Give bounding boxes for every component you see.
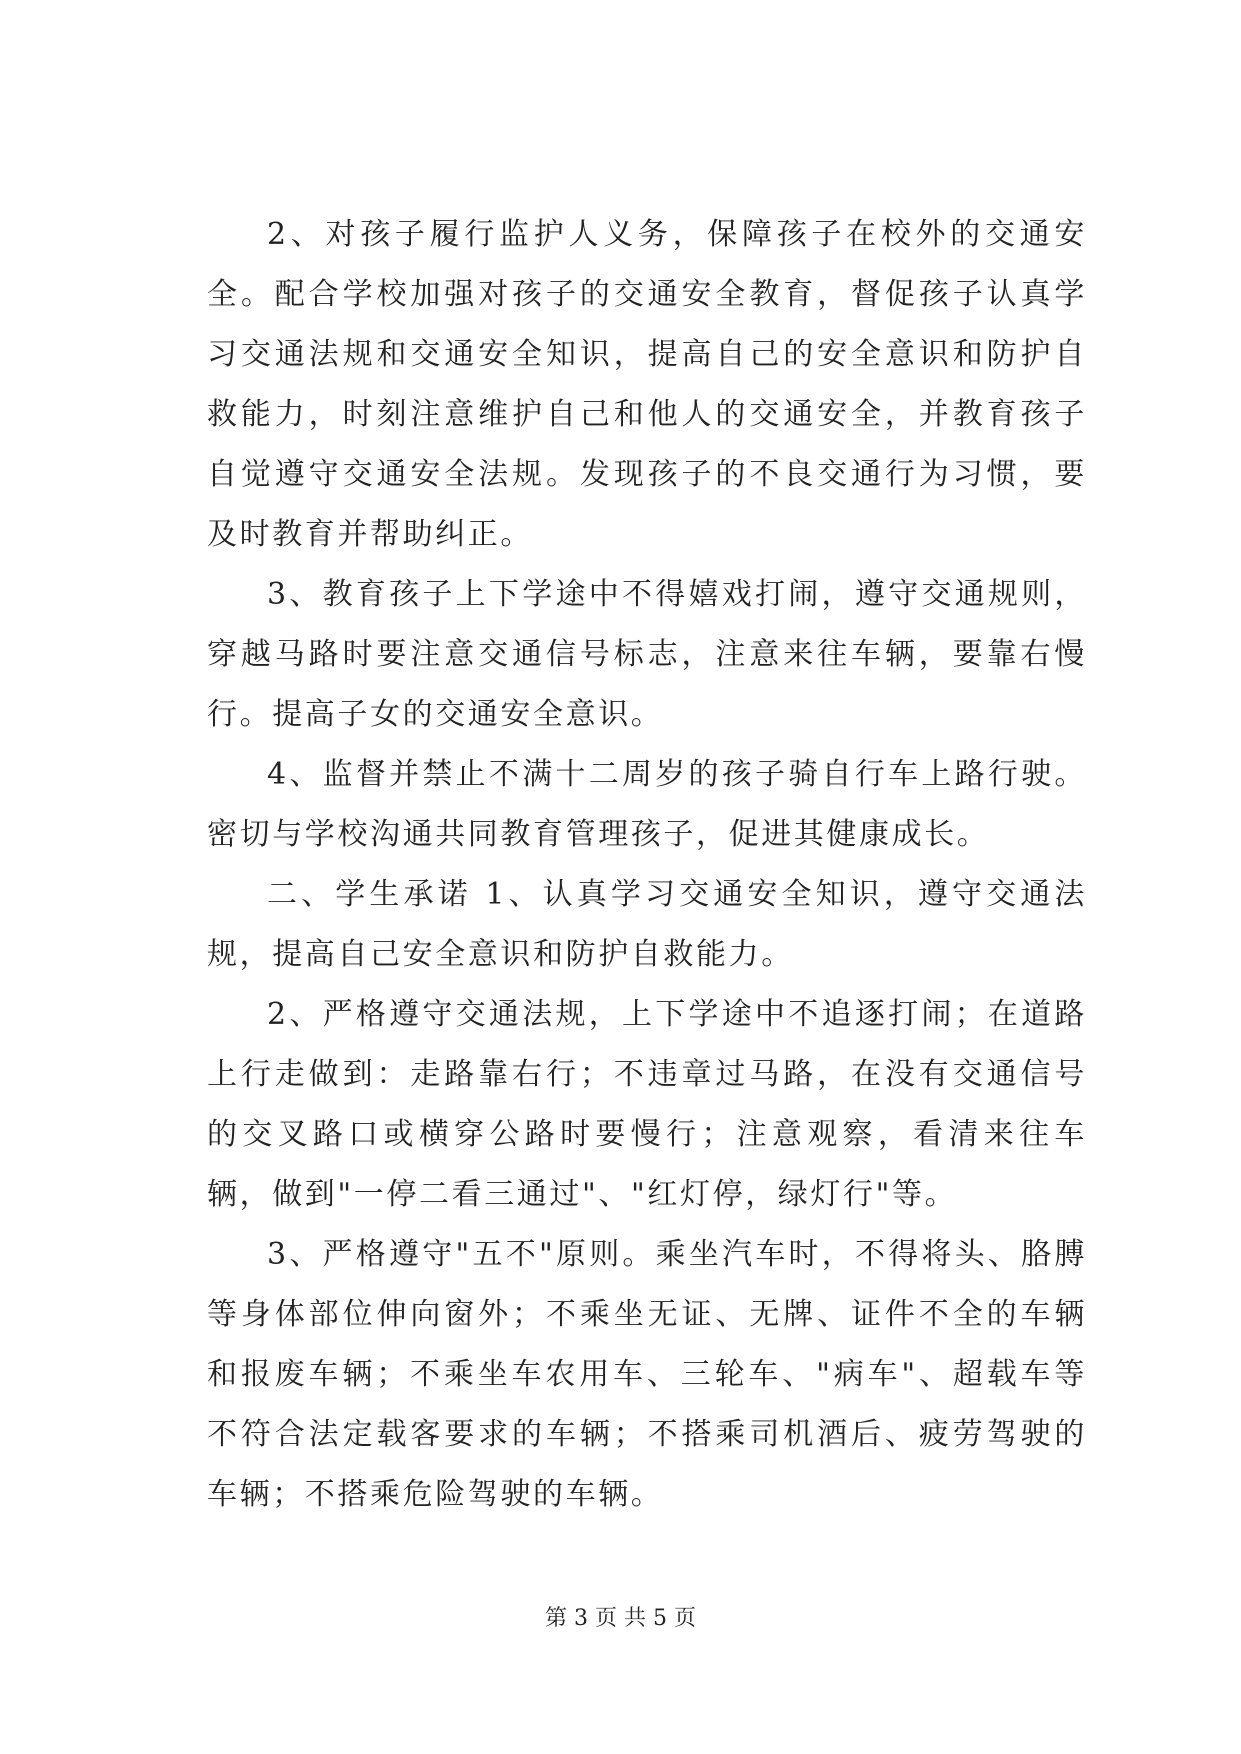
- page-number-footer: 第 3 页 共 5 页: [545, 1606, 696, 1631]
- paragraph-traffic-laws: 2、严格遵守交通法规，上下学途中不追逐打闹；在道路上行走做到：走路靠右行；不违章过马路，在没有交通信号的交叉路口或横穿公路时要慢行；注意观察，看清来往车辆，做到"一停二看三通过"、"红灯停，绿灯行"等。: [207, 997, 1087, 1212]
- paragraph-student-pledge: 二、学生承诺 1、认真学习交通安全知识，遵守交通法规，提高自己安全意识和防护自救能力。: [207, 877, 1087, 972]
- paragraph-commute-rules: 3、教育孩子上下学途中不得嬉戏打闹，遵守交通规则，穿越马路时要注意交通信号标志，注意来往车辆，要靠右慢行。提高子女的交通安全意识。: [207, 577, 1087, 732]
- paragraph-bicycle-ban: 4、监督并禁止不满十二周岁的孩子骑自行车上路行驶。密切与学校沟通共同教育管理孩子，促进其健康成长。: [207, 757, 1087, 852]
- paragraph-guardian-duty: 2、对孩子履行监护人义务，保障孩子在校外的交通安全。配合学校加强对孩子的交通安全教育，督促孩子认真学习交通法规和交通安全知识，提高自己的安全意识和防护自救能力，时刻注意维护自己和他人的交通安全，并教育孩子自觉遵守交通安全法规。发现孩子的不良交通行为习惯，要及时教育并帮助纠正。: [207, 217, 1087, 552]
- paragraph-five-nots: 3、严格遵守"五不"原则。乘坐汽车时，不得将头、胳膊等身体部位伸向窗外；不乘坐无证、无牌、证件不全的车辆和报废车辆；不乘坐车农用车、三轮车、"病车"、超载车等不符合法定载客要求的车辆；不搭乘司机酒后、疲劳驾驶的车辆；不搭乘危险驾驶的车辆。: [207, 1237, 1087, 1512]
- document-body: [207, 205, 1087, 1525]
